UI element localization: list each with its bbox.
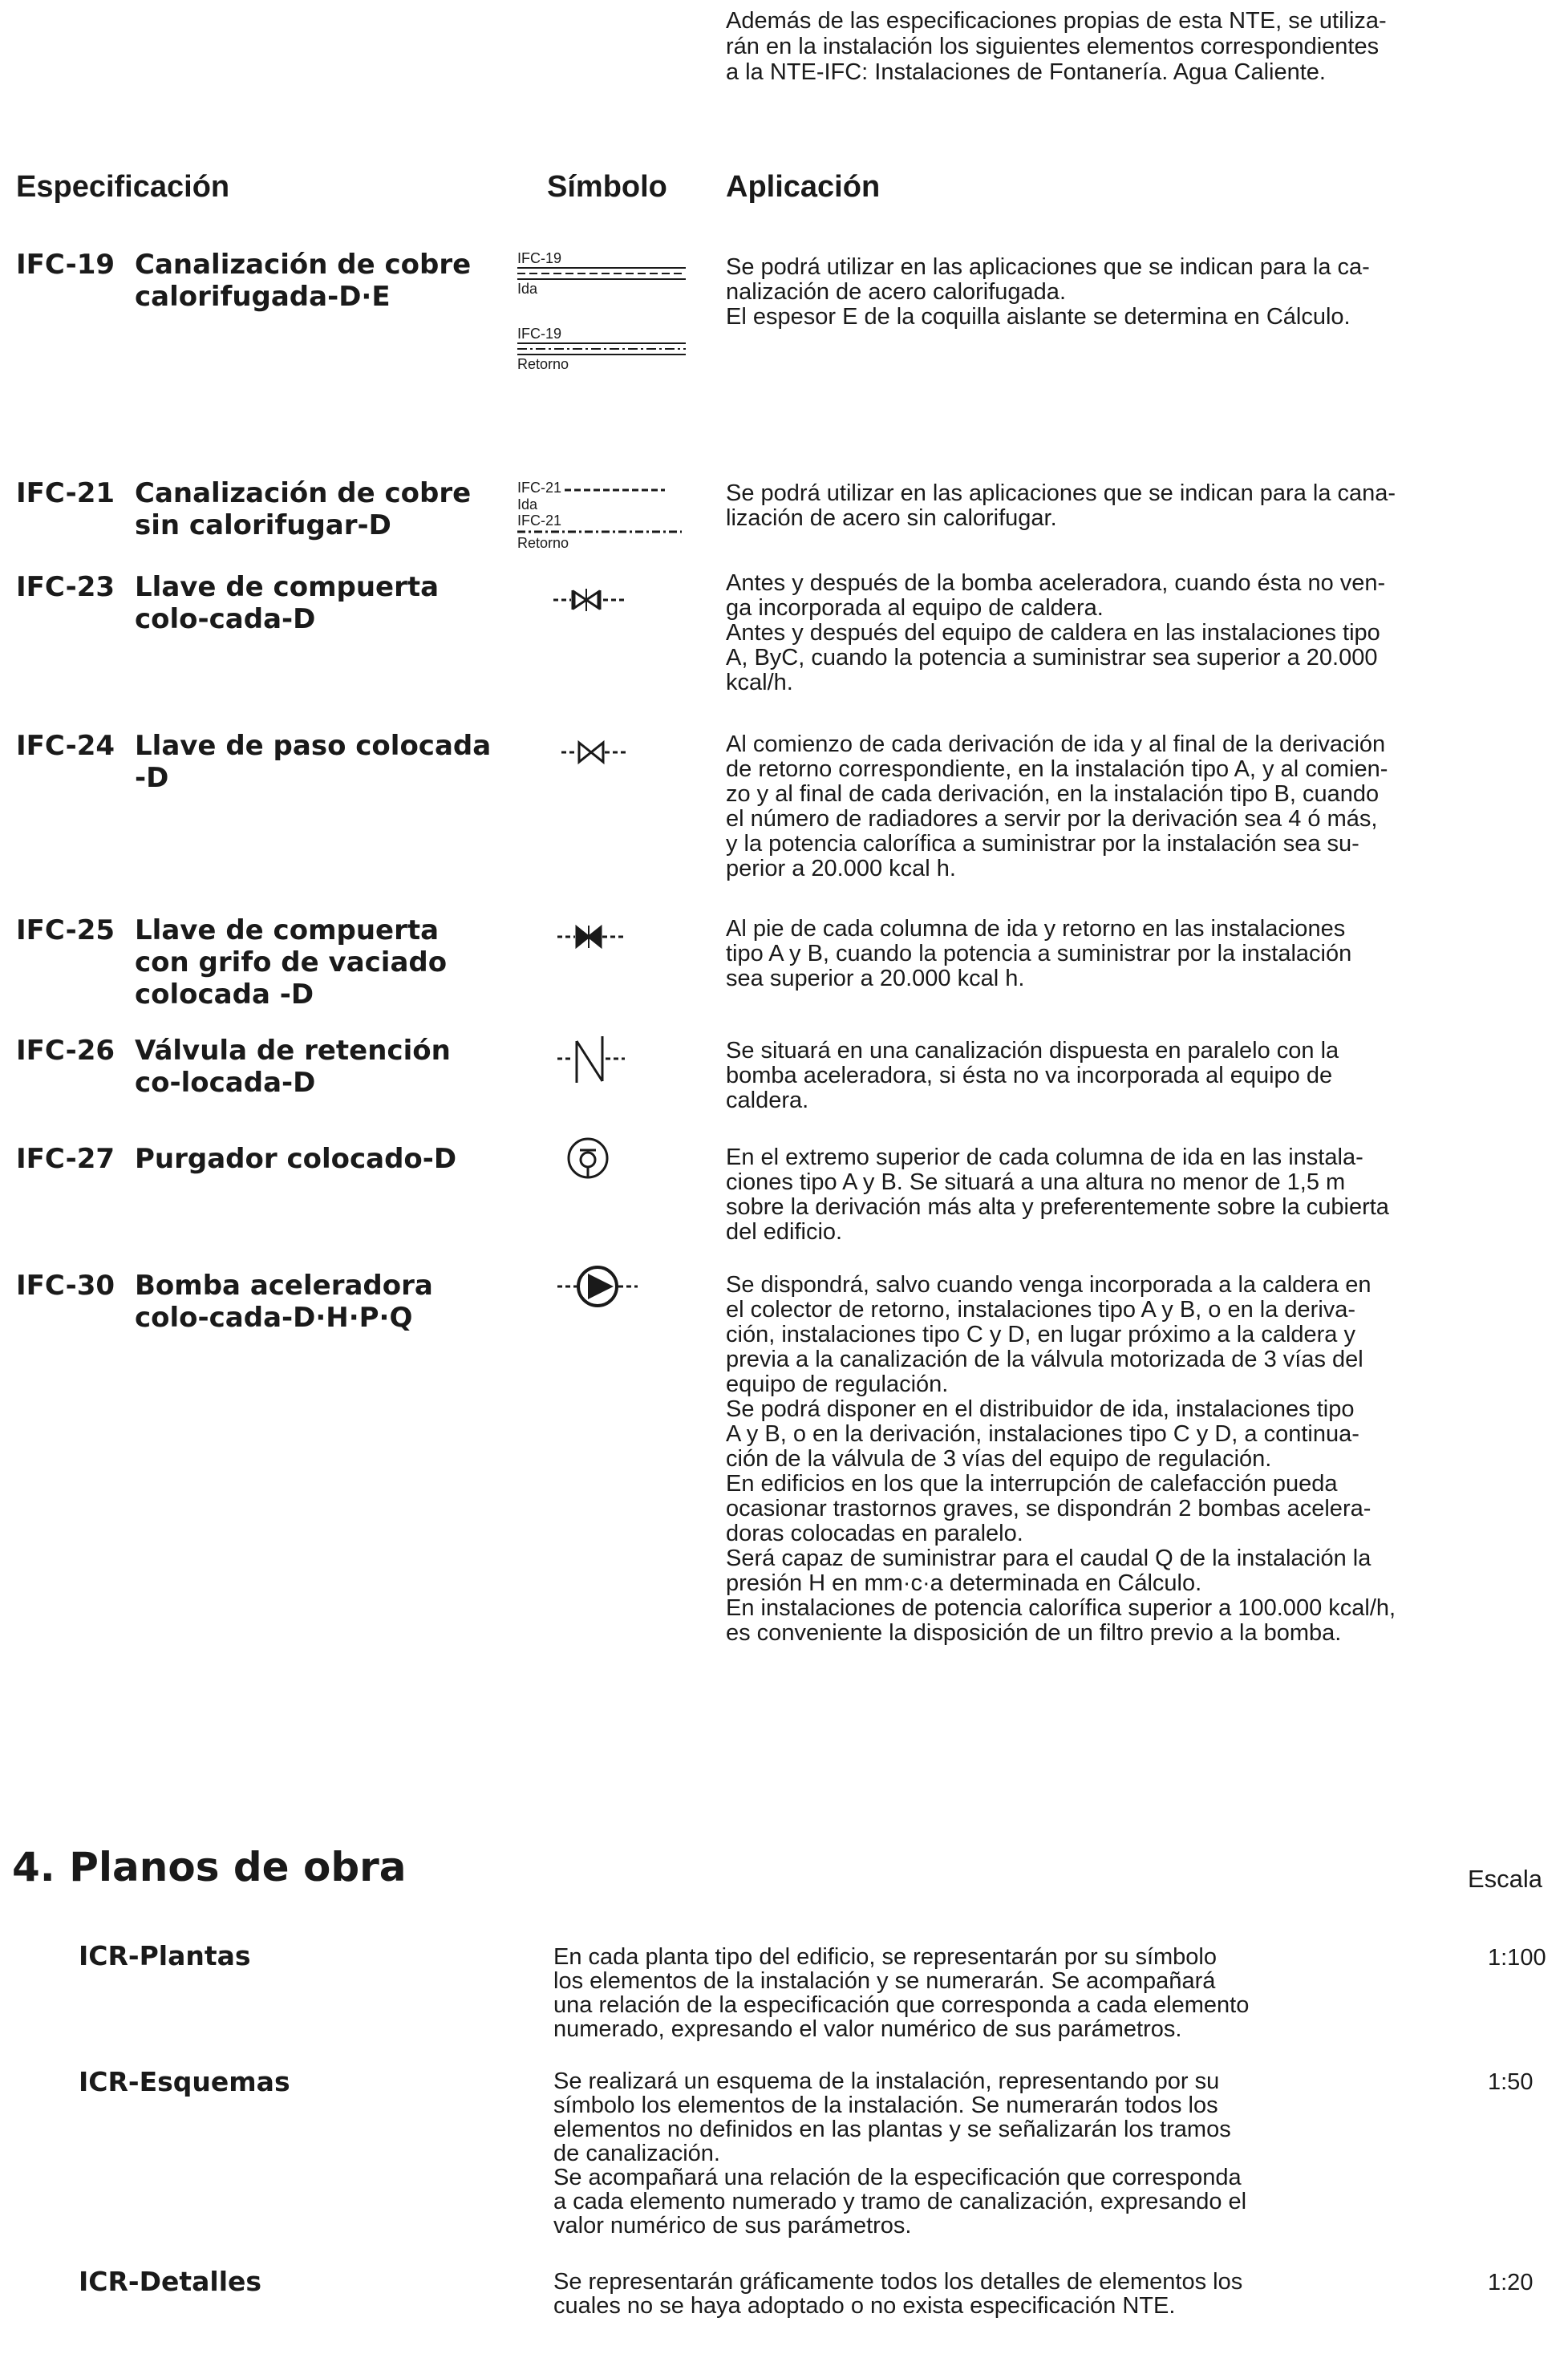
gate-valve-drain-symbol: [557, 921, 734, 953]
application-line: Al pie de cada columna de ida y retorno en las instalaciones: [726, 916, 1346, 942]
description-line: Se acompañará una relación de la especificación que corresponda: [553, 2165, 1242, 2190]
symbol-label: Ida: [517, 281, 538, 297]
description-line: En cada planta tipo del edificio, se representarán por su símbolo: [553, 1944, 1217, 1970]
pipe-bare-symbol: [517, 480, 694, 551]
check-valve-icon: [557, 1025, 654, 1089]
item-code: IFC-30: [16, 1270, 115, 1302]
application-line: doras colocadas en paralelo.: [726, 1521, 1023, 1546]
plan-name: ICR-Plantas: [79, 1940, 251, 1971]
application-line: y la potencia calorífica a suministrar por la instalación sea su-: [726, 831, 1359, 857]
application-line: ción de la válvula de 3 vías del equipo de regulación.: [726, 1446, 1272, 1472]
application-line: Se podrá utilizar en las aplicaciones que se indican para la cana-: [726, 480, 1396, 506]
header-aplicacion: Aplicación: [726, 170, 881, 204]
description-line: elementos no definidos en las plantas y se señalizarán los tramos: [553, 2117, 1231, 2142]
item-code: IFC-21: [16, 477, 115, 509]
application-line: el colector de retorno, instalaciones tipo A y B, o en la deriva-: [726, 1297, 1356, 1323]
item-code: IFC-24: [16, 730, 115, 762]
insulated-pipe-retorno-icon: [517, 342, 694, 356]
plan-name: ICR-Esquemas: [79, 2066, 290, 2097]
item-name: Válvula de retención co-locada-D: [135, 1035, 451, 1099]
intro-paragraph: [726, 8, 1544, 85]
bare-pipe-ida-icon: [565, 486, 669, 492]
application-line: Se situará en una canalización dispuesta en paralelo con la: [726, 1038, 1339, 1064]
application-line: perior a 20.000 kcal h.: [726, 856, 956, 881]
gate-valve-icon: [553, 584, 650, 616]
application-line: de retorno correspondiente, en la instalación tipo A, y al comien-: [726, 756, 1388, 782]
description-line: numerado, expresando el valor numérico de sus parámetros.: [553, 2016, 1182, 2042]
pump-icon: [557, 1259, 662, 1315]
application-line: equipo de regulación.: [726, 1371, 949, 1397]
description-line: los elementos de la instalación y se numerarán. Se acompañará: [553, 1968, 1216, 1994]
plan-description: [553, 1945, 1420, 2041]
item-application: [726, 917, 1544, 991]
plan-scale: 1:20: [1488, 2270, 1534, 2295]
stop-valve-icon: [561, 736, 658, 768]
description-line: Se realizará un esquema de la instalación, representando por su: [553, 2068, 1220, 2094]
plan-description: [553, 2270, 1420, 2318]
plan-scale: 1:100: [1488, 1945, 1546, 1971]
application-line: presión H en mm·c·a determinada en Cálculo.: [726, 1570, 1202, 1596]
item-application: [726, 1145, 1544, 1245]
section-title-text: Planos de obra: [69, 1844, 407, 1890]
item-application: [726, 1273, 1544, 1646]
insulated-pipe-ida-icon: [517, 266, 694, 281]
description-line: de canalización.: [553, 2141, 720, 2166]
header-simbolo: Símbolo: [547, 170, 667, 204]
description-line: una relación de la especificación que corresponda a cada elemento: [553, 1992, 1250, 2018]
application-line: bomba aceleradora, si ésta no va incorporada al equipo de: [726, 1063, 1333, 1088]
description-line: valor numérico de sus parámetros.: [553, 2213, 912, 2238]
item-code: IFC-19: [16, 249, 115, 281]
application-line: A, ByC, cuando la potencia a suministrar sea superior a 20.000: [726, 645, 1378, 671]
application-line: Será capaz de suministrar para el caudal Q de la instalación la: [726, 1546, 1371, 1571]
application-line: ciones tipo A y B. Se situará a una altura no menor de 1,5 m: [726, 1169, 1346, 1195]
application-line: previa a la canalización de la válvula motorizada de 3 vías del: [726, 1347, 1363, 1372]
application-line: En instalaciones de potencia calorífica superior a 100.000 kcal/h,: [726, 1595, 1396, 1621]
application-line: Se podrá disponer en el distribuidor de ida, instalaciones tipo: [726, 1396, 1355, 1422]
application-line: Antes y después del equipo de caldera en las instalaciones tipo: [726, 620, 1380, 646]
gate-valve-symbol: [553, 584, 730, 616]
symbol-label: Retorno: [517, 535, 569, 551]
intro-line: Además de las especificaciones propias de esta NTE, se utiliza-: [726, 8, 1387, 34]
application-line: A y B, o en la derivación, instalaciones tipo C y D, a continua-: [726, 1421, 1359, 1447]
pipe-insulated-symbol: [517, 250, 694, 372]
stop-valve-symbol: [561, 736, 738, 768]
application-line: zo y al final de cada derivación, en la instalación tipo B, cuando: [726, 781, 1380, 807]
item-name: Purgador colocado-D: [135, 1143, 457, 1175]
application-line: Se podrá utilizar en las aplicaciones que se indican para la ca-: [726, 254, 1370, 280]
application-line: es conveniente la disposición de un filtro previo a la bomba.: [726, 1620, 1342, 1646]
application-line: El espesor E de la coquilla aislante se determina en Cálculo.: [726, 304, 1351, 330]
application-line: nalización de acero calorifugada.: [726, 279, 1066, 305]
symbol-label: IFC-19: [517, 326, 562, 342]
header-especificacion: Especificación: [16, 170, 230, 204]
plan-scale: 1:50: [1488, 2069, 1534, 2095]
section-title: [12, 1843, 407, 1891]
item-name: Canalización de cobre calorifugada-D·E: [135, 249, 472, 313]
application-line: Se dispondrá, salvo cuando venga incorporada a la caldera en: [726, 1272, 1371, 1298]
application-line: kcal/h.: [726, 670, 793, 695]
symbol-label: IFC-21: [517, 513, 562, 529]
application-line: ocasionar trastornos graves, se dispondrán 2 bombas acelera-: [726, 1496, 1371, 1521]
intro-line: a la NTE-IFC: Instalaciones de Fontanería. Agua Caliente.: [726, 59, 1326, 85]
description-line: a cada elemento numerado y tramo de canalización, expresando el: [553, 2189, 1247, 2214]
application-line: tipo A y B, cuando la potencia a suministrar por la instalación: [726, 941, 1352, 966]
plan-description: [553, 2069, 1420, 2238]
item-code: IFC-25: [16, 914, 115, 946]
gate-valve-drain-icon: [557, 921, 654, 953]
application-line: lización de acero sin calorifugar.: [726, 505, 1057, 531]
item-application: [726, 571, 1544, 695]
item-application: [726, 732, 1544, 881]
item-code: IFC-23: [16, 571, 115, 603]
application-line: Al comienzo de cada derivación de ida y al final de la derivación: [726, 731, 1386, 757]
item-name: Bomba aceleradora colo-cada-D·H·P·Q: [135, 1270, 433, 1334]
intro-line: rán en la instalación los siguientes elementos correspondientes: [726, 34, 1380, 59]
symbol-label: Ida: [517, 496, 538, 513]
item-application: [726, 481, 1544, 531]
application-line: caldera.: [726, 1088, 809, 1113]
application-line: En edificios en los que la interrupción de calefacción pueda: [726, 1471, 1338, 1497]
application-line: ción, instalaciones tipo C y D, en lugar próximo a la caldera y: [726, 1322, 1355, 1347]
application-line: sea superior a 20.000 kcal h.: [726, 966, 1025, 991]
item-application: [726, 1039, 1544, 1113]
symbol-label: Retorno: [517, 356, 569, 372]
item-code: IFC-27: [16, 1143, 115, 1175]
description-line: Se representarán gráficamente todos los detalles de elementos los: [553, 2269, 1243, 2295]
scale-header: Escala: [1468, 1865, 1543, 1893]
air-vent-icon: [565, 1131, 614, 1187]
item-code: IFC-26: [16, 1035, 115, 1067]
check-valve-symbol: [557, 1025, 734, 1089]
application-line: sobre la derivación más alta y preferentemente sobre la cubierta: [726, 1194, 1389, 1220]
item-name: Llave de paso colocada -D: [135, 730, 492, 794]
plan-name: ICR-Detalles: [79, 2266, 262, 2297]
description-line: símbolo los elementos de la instalación. Se numerarán todos los: [553, 2093, 1218, 2118]
item-application: [726, 255, 1544, 330]
application-line: el número de radiadores a servir por la derivación sea 4 ó más,: [726, 806, 1378, 832]
air-vent-symbol: [565, 1131, 742, 1187]
circulation-pump-symbol: [557, 1259, 734, 1315]
description-line: cuales no se haya adoptado o no exista especificación NTE.: [553, 2293, 1176, 2319]
item-name: Llave de compuerta colo-cada-D: [135, 571, 440, 635]
application-line: Antes y después de la bomba aceleradora, cuando ésta no ven-: [726, 570, 1386, 596]
item-name: Llave de compuerta con grifo de vaciado colocada -D: [135, 914, 448, 1011]
application-line: del edificio.: [726, 1219, 843, 1245]
symbol-label: IFC-19: [517, 250, 562, 266]
section-number: 4.: [12, 1844, 55, 1890]
bare-pipe-retorno-icon: [517, 529, 686, 535]
symbol-label: IFC-21: [517, 480, 562, 496]
application-line: ga incorporada al equipo de caldera.: [726, 595, 1104, 621]
item-name: Canalización de cobre sin calorifugar-D: [135, 477, 472, 541]
application-line: En el extremo superior de cada columna de ida en las instala-: [726, 1145, 1363, 1170]
